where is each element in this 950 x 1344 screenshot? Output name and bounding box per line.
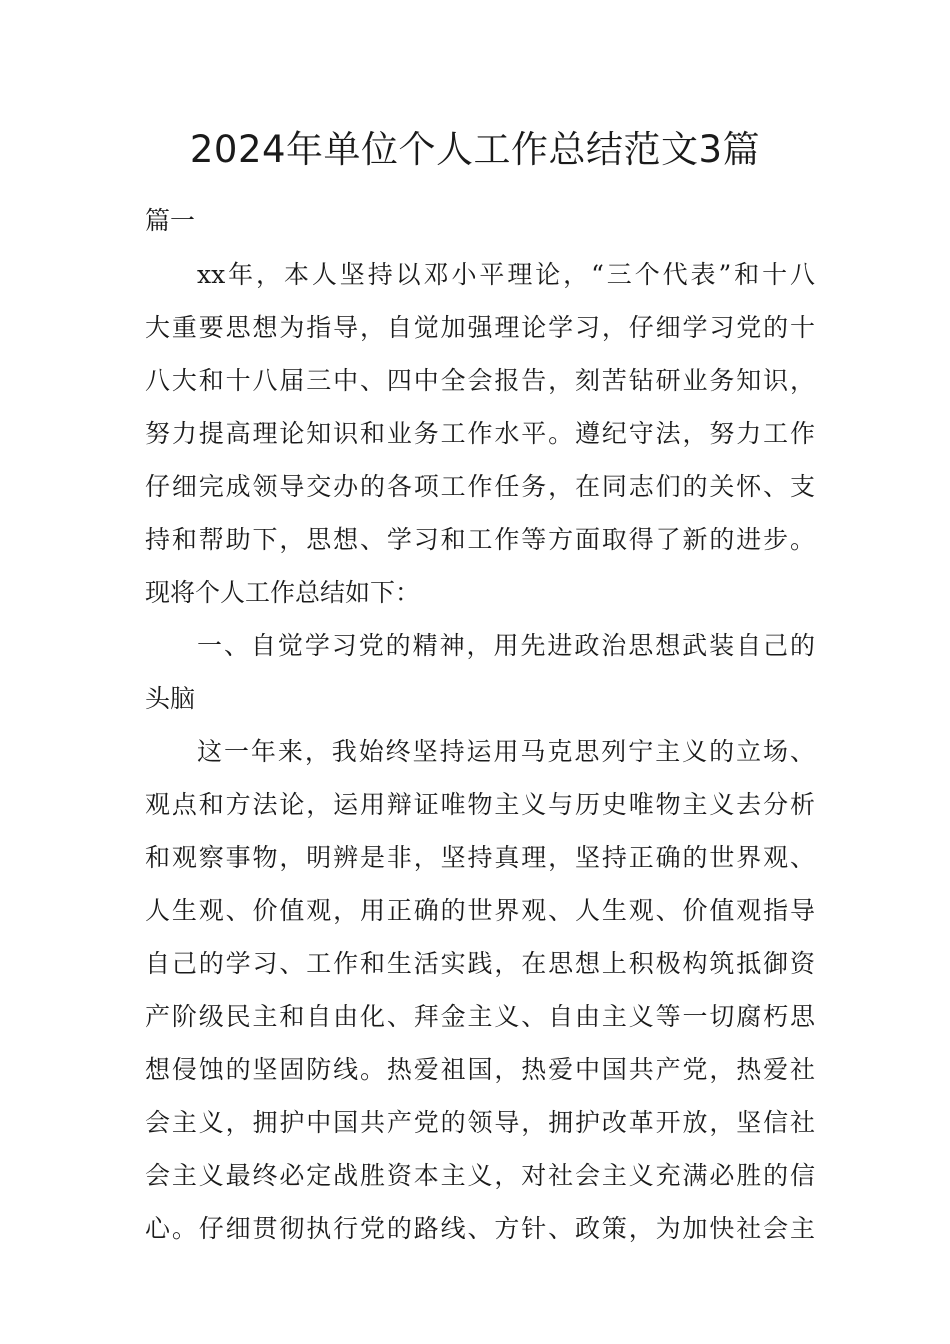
document-title: 2024年单位个人工作总结范文3篇 xyxy=(189,128,761,171)
paragraph-line: 大重要思想为指导，自觉加强理论学习，仔细学习党的十 xyxy=(145,313,815,342)
paragraph-line: 自己的学习、工作和生活实践，在思想上积极构筑抵御资 xyxy=(145,949,815,978)
section-label: 篇一 xyxy=(145,206,196,235)
heading-line: 头脑 xyxy=(145,684,196,713)
heading-line: 一、自觉学习党的精神，用先进政治思想武装自己的 xyxy=(197,631,815,660)
paragraph-line: 心。仔细贯彻执行党的路线、方针、政策，为加快社会主 xyxy=(145,1214,815,1243)
paragraph-line: 这一年来，我始终坚持运用马克思列宁主义的立场、 xyxy=(197,737,815,766)
paragraph-line: 持和帮助下，思想、学习和工作等方面取得了新的进步。 xyxy=(145,525,815,554)
paragraph-line: 产阶级民主和自由化、拜金主义、自由主义等一切腐朽思 xyxy=(145,1002,815,1031)
paragraph-line: 观点和方法论，运用辩证唯物主义与历史唯物主义去分析 xyxy=(145,790,815,819)
paragraph-line: 会主义，拥护中国共产党的领导，拥护改革开放，坚信社 xyxy=(145,1108,815,1137)
paragraph-line: 努力提高理论知识和业务工作水平。遵纪守法，努力工作 xyxy=(145,419,815,448)
paragraph-line: 人生观、价值观，用正确的世界观、人生观、价值观指导 xyxy=(145,896,815,925)
paragraph-line: 会主义最终必定战胜资本主义，对社会主义充满必胜的信 xyxy=(145,1161,815,1190)
paragraph-line: 想侵蚀的坚固防线。热爱祖国，热爱中国共产党，热爱社 xyxy=(145,1055,815,1084)
paragraph-line: xx年，本人坚持以邓小平理论，“三个代表”和十八 xyxy=(197,260,815,289)
paragraph-line: 和观察事物，明辨是非，坚持真理，坚持正确的世界观、 xyxy=(145,843,815,872)
paragraph-line: 八大和十八届三中、四中全会报告，刻苦钻研业务知识， xyxy=(145,366,815,395)
paragraph-line: 仔细完成领导交办的各项工作任务，在同志们的关怀、支 xyxy=(145,472,815,501)
paragraph-line: 现将个人工作总结如下： xyxy=(145,578,421,607)
